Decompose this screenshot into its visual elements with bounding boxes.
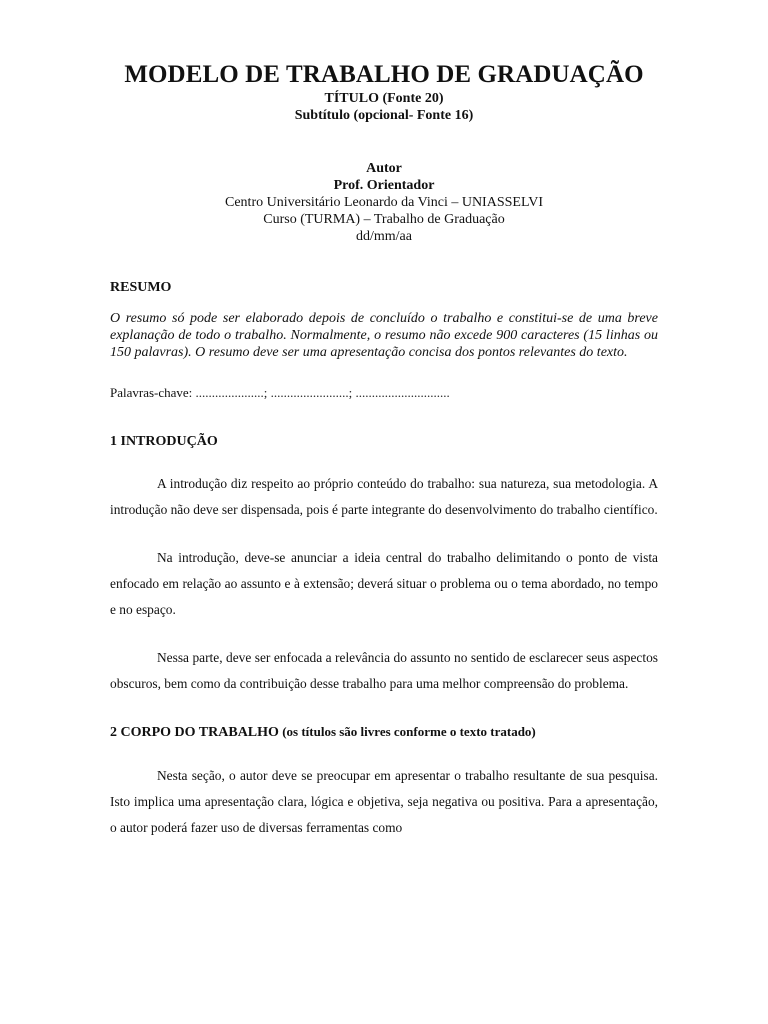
author-block: [110, 160, 658, 245]
resumo-heading: RESUMO: [110, 280, 172, 295]
advisor-name: Prof. Orientador: [333, 178, 435, 193]
title-placeholder: TÍTULO (Fonte 20): [324, 91, 444, 106]
keywords-label: Palavras-chave:: [110, 385, 193, 400]
course-name: Curso (TURMA) – Trabalho de Graduação: [263, 212, 505, 227]
institution-name: Centro Universitário Leonardo da Vinci – UNIASSELVI: [225, 195, 543, 210]
resumo-text: O resumo só pode ser elaborado depois de concluído o trabalho e constitui-se de uma breve explanação de todo o trabalho. Normalmente, o resumo não excede 900 caracteres (15 linhas ou 150 palavras). O resumo deve ser uma apresentação concisa dos pontos relevantes do texto.: [110, 311, 658, 360]
introducao-paragraph: Na introdução, deve-se anunciar a ideia central do trabalho delimitando o ponto de vista enfocado em relação ao assunto e à extensão; deverá situar o problema ou o tema abordado, no tempo e no espaço.: [110, 550, 658, 617]
keywords-placeholder: .....................; ........................; .............................: [192, 385, 450, 400]
document-title: MODELO DE TRABALHO DE GRADUAÇÃO: [124, 61, 644, 88]
corpo-heading-note: (os títulos são livres conforme o texto tratado): [278, 724, 536, 739]
corpo-paragraph: Nesta seção, o autor deve se preocupar em apresentar o trabalho resultante de sua pesquisa. Isto implica uma apresentação clara, lógica e objetiva, seja negativa ou positiva. Para a apresentação, o autor poderá fazer uso de diversas ferramentas como: [110, 768, 658, 835]
keywords-line: [110, 384, 658, 401]
corpo-heading-main: 2 CORPO DO TRABALHO: [110, 725, 279, 740]
subtitle-placeholder: Subtítulo (opcional- Fonte 16): [294, 108, 474, 123]
introducao-heading: 1 INTRODUÇÃO: [110, 434, 218, 449]
introducao-paragraph: A introdução diz respeito ao próprio conteúdo do trabalho: sua natureza, sua metodologia. A introdução não deve ser dispensada, pois é parte integrante do desenvolvimento do trabalho científico.: [110, 476, 658, 517]
document-date: dd/mm/aa: [356, 229, 412, 244]
author-name: Autor: [366, 161, 402, 176]
corpo-heading: [110, 723, 658, 741]
introducao-paragraph: Nessa parte, deve ser enfocada a relevância do assunto no sentido de esclarecer seus aspectos obscuros, bem como da contribuição desse trabalho para uma melhor compreensão do problema.: [110, 650, 658, 691]
